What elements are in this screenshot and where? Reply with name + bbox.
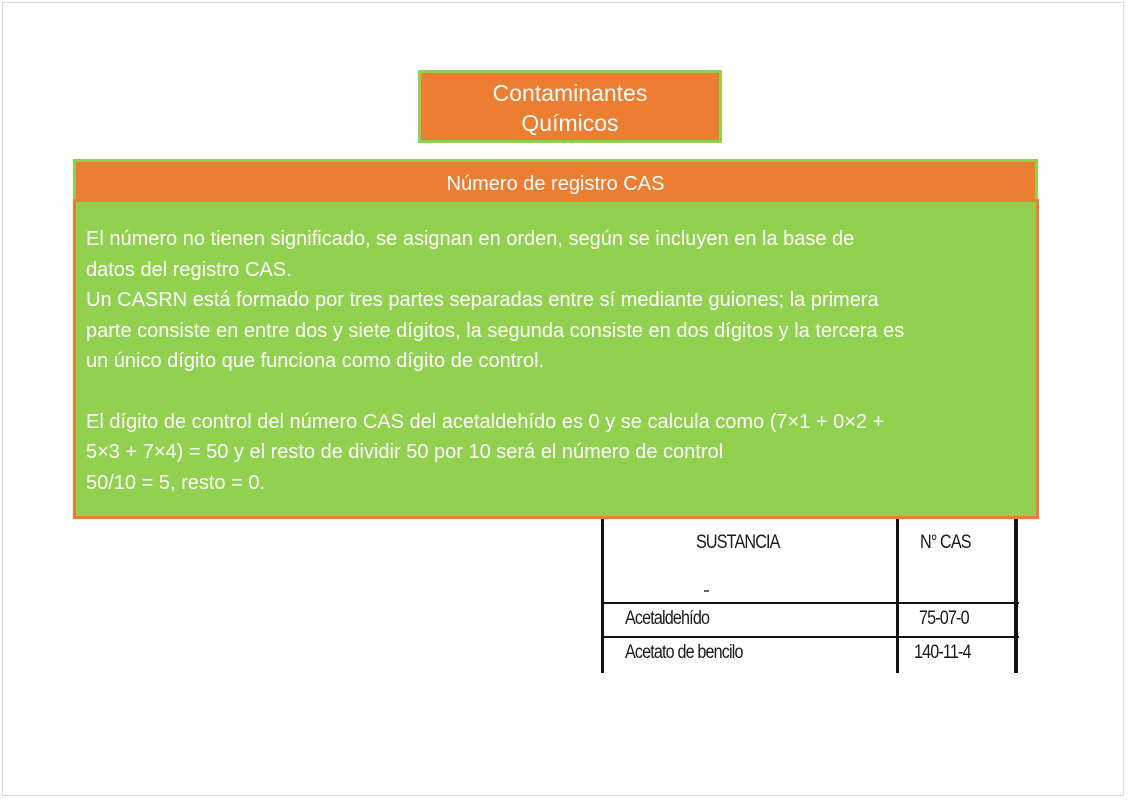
table-border-right — [1014, 518, 1018, 673]
table-cell-cas: 140-11-4 — [914, 642, 971, 663]
table-border-left — [601, 518, 604, 673]
paragraph-gap — [86, 377, 1026, 407]
body-line: un único dígito que funciona como dígito de control. — [86, 350, 545, 372]
table-cell-substance: Acetato de bencilo — [625, 642, 743, 663]
table-row-divider — [601, 636, 1019, 638]
body-line: Un CASRN está formado por tres partes separadas entre sí mediante guiones; la primera — [86, 289, 879, 311]
table-mark — [704, 590, 709, 592]
slide-title — [418, 70, 722, 143]
body-line: 5×3 + 7×4) = 50 y el resto de dividir 50 por 10 será el número de control — [86, 441, 724, 463]
table-cell-cas: 75-07-0 — [919, 608, 969, 629]
cas-table — [601, 518, 1019, 673]
table-header-divider — [601, 602, 1019, 604]
title-line-2: Químicos — [521, 110, 619, 136]
body-line: El número no tienen significado, se asignan en orden, según se incluyen en la base de — [86, 228, 855, 250]
section-body — [73, 199, 1039, 519]
body-line: datos del registro CAS. — [86, 258, 292, 281]
table-header-substance: SUSTANCIA — [696, 532, 780, 553]
table-header-cas: N° CAS — [920, 532, 971, 553]
table-cell-substance: Acetaldehído — [625, 608, 710, 629]
table-border-middle — [896, 518, 899, 673]
section-heading: Número de registro CAS — [446, 173, 665, 195]
body-line: parte consiste en entre dos y siete dígitos, la segunda consiste en dos dígitos y la tercera es — [86, 319, 905, 342]
title-line-1: Contaminantes — [492, 80, 648, 106]
body-line: 50/10 = 5, resto = 0. — [86, 471, 266, 494]
body-line: El dígito de control del número CAS del acetaldehído es 0 y se calcula como (7×1 + 0×2 + — [86, 410, 885, 433]
